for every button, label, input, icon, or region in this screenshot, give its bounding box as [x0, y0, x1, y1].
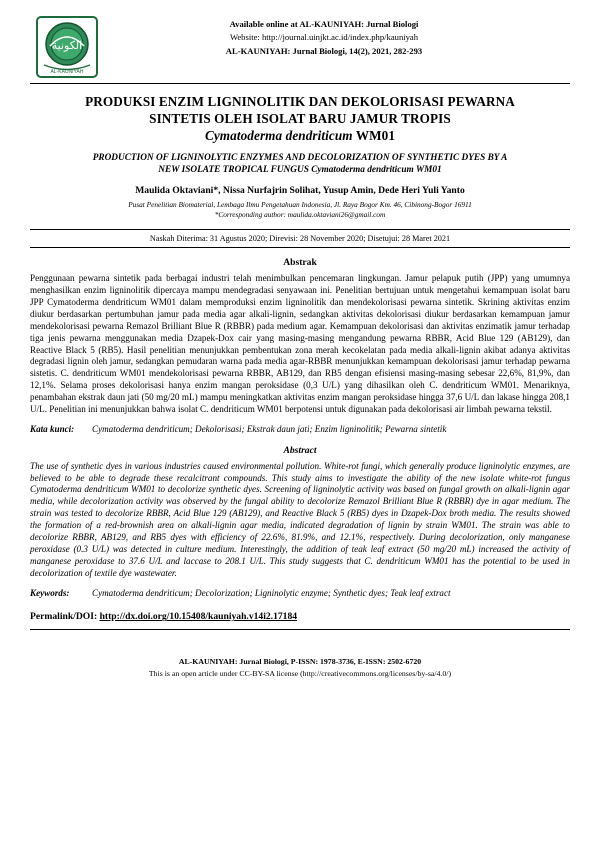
page-footer	[30, 656, 570, 680]
article-title-en-line-1: PRODUCTION OF LIGNINOLYTIC ENZYMES AND DECOLORIZATION OF SYNTHETIC DYES BY A	[92, 152, 508, 163]
article-title-en-line-2: NEW ISOLATE TROPICAL FUNGUS Cymatoderma dendriticum WM01	[158, 164, 442, 175]
abstract-heading-english: Abstract	[283, 444, 317, 456]
masthead-line-1: Available online at AL-KAUNIYAH: Jurnal Biologi	[229, 19, 419, 29]
svg-text:AL-KAUNIYAH: AL-KAUNIYAH	[50, 69, 84, 75]
corresponding-author-email[interactable]: *Corresponding author: maulida.oktaviani26@gmail.com	[214, 209, 386, 219]
article-title-english	[30, 152, 570, 176]
strain-code: WM01	[352, 127, 396, 143]
journal-logo-icon	[36, 16, 98, 78]
article-title-indonesian	[30, 94, 570, 145]
species-name-italic: Cymatoderma dendriticum	[204, 127, 353, 143]
abstract-heading-indonesian: Abstrak	[283, 257, 317, 269]
author-list: Maulida Oktaviani*, Nissa Nurfajrin Solihat, Yusup Amin, Dede Heri Yuli Yanto	[135, 184, 465, 196]
article-title-id-line-2: SINTETIS OLEH ISOLAT BARU JAMUR TROPIS	[149, 110, 451, 126]
footer-license-line[interactable]: This is an open article under CC-BY-SA license (http://creativecommons.org/licenses/by-sa/4.0/)	[148, 669, 452, 679]
keywords-text-indonesian: Cymatoderma dendriticum; Dekolorisasi; Ekstrak daun jati; Enzim ligninolitik; Pewarna sintetik	[92, 423, 447, 434]
abstract-text-indonesian: Penggunaan pewarna sintetik pada berbagai industri telah menimbulkan pencemaran lingkungan. Jamur pelapuk putih (JPP) yang umumnya menghasilkan enzim ligninolitik dipercaya mampu mendegradasi senyawaan ini. Penelitian bertujuan untuk mengetahui kemampuan isolat baru JPP Cymatoderma dendriticum WM01 dalam memproduksi enzim ligninolitik dan mendekolorisasi pewarna sintetik. Skrining aktivitas enzim diukur berdasarkan pertumbuhan jamur pada media agar alkali-lignin, sedangkan aktivitas dekolorisasi diukur berdasarkan kemampuan jamur mendekolorisasi pewarna Remazol Brilliant Blue R (RBBR) pada medium agar. Kemampuan dekolorisasi dan aktivitas enzimatik jamur terhadap tiga jenis pewarna menggunakan media Dzapek-Dox cair yang masing-masing mengandung pewarna RBBR, Acid Blue 129 (AB129), dan Reactive Black 5 (RB5). Hasil penelitian menunjukkan pembentukan zona merah kecokelatan pada media alkali-lignin akibat adanya aktivitas degradasi lignin oleh jamur, sedangkan pemudaran warna pada media agar-RBBR menunjukkan kemampuan dekolorisasi jamur terhadap pewarna sistetis. C. dendriticum WM01 mendekolorisasi pewarna RBBR, AB129, dan RB5 dengan efisiensi masing-masing sebesar 22,6%, 81,9%, dan 12,1%. Selama proses dekolorisasi hanya enzim mangan peroksidase (0,3 U/L) yang dihasilkan oleh C. dendriticum WM01. Menariknya, penambahan ekstrak daun jati (50 mg/20 mL) mampu meningkatkan aktivitas enzim mangan peroksidase hingga 37,6 U/L dan lakase hingga 208,1 U/L. Penelitian ini menunjukkan bahwa isolat C. dendriticum WM01 berpotensi untuk digunakan pada dekolorisasi air limbah pewarna tekstil.	[30, 273, 570, 414]
masthead	[30, 14, 570, 84]
permalink-label: Permalink/DOI:	[30, 611, 100, 623]
article-title-id-line-3	[30, 128, 570, 145]
masthead-text	[98, 14, 570, 58]
svg-text:الكونية: الكونية	[51, 39, 83, 52]
masthead-line-2[interactable]: Website: http://journal.uinjkt.ac.id/index.php/kauniyah	[229, 32, 419, 43]
masthead-line-3: AL-KAUNIYAH: Jurnal Biologi, 14(2), 2021, 282-293	[225, 45, 423, 56]
keywords-english	[30, 588, 570, 600]
affiliation: Pusat Penelitian Biomaterial, Lembaga Ilmu Pengetahuan Indonesia, Jl. Raya Bogor Km. 46, Cibinong-Bogor 16911	[128, 199, 472, 209]
abstract-text-english: The use of synthetic dyes in various industries caused environmental pollution. White-rot fungi, which generally produce ligninolytic enzymes, are believed to be able to degrade these recalcitrant compounds. This study aims to investigate the ability of the new isolate white-rot fungus Cymatoderma dendriticum WM01 to decolorize synthetic dyes. Screening of ligninolytic activity was based on fungal growth on alkali-lignin agar media, while decolorization activity was observed by the fungal ability to decolorize Remazol Brilliant Blue R (RBBR) dye in agar medium. The strain was tested to decolorize RBBR, Acid Blue 129 (AB129), and Reactive Black 5 (RB5) dyes in Dzapek-Dox broth media. The results showed the formation of a red-brownish area on alkali-lignin agar media, indicated degradation of lignin by strain WM01. The strain was able to decolorize RBBR, AB129, and RB5 dyes with efficiency of 22.6%, 81.9%, and 12.1%, respectively. During decolorization, only manganese peroxidase (0.3 U/L) was detected in culture medium. Interestingly, the addition of teak leaf extract (50 mg/20 mL) increased the activity of manganese peroxidase to 37.6 U/L and laccase to 208.1 U/L. This study suggests that C. dendriticum WM01 has the potential to be used in decolorization of textile dye wastewater.	[30, 460, 570, 578]
keywords-text-english: Cymatoderma dendriticum; Decolorization; Ligninolytic enzyme; Synthetic dyes; Teak leaf extract	[92, 587, 451, 598]
article-title-id-line-1: PRODUKSI ENZIM LIGNINOLITIK DAN DEKOLORISASI PEWARNA	[85, 94, 515, 109]
doi-link[interactable]: http://dx.doi.org/10.15408/kauniyah.v14i2.17184	[99, 611, 298, 623]
permalink-doi	[30, 611, 570, 630]
title-block	[30, 94, 570, 176]
keywords-label-english: Keywords:	[30, 587, 70, 598]
keywords-label-indonesian: Kata kunci:	[30, 423, 75, 434]
footer-issn-line: AL-KAUNIYAH: Jurnal Biologi, P-ISSN: 1978-3736, E-ISSN: 2502-6720	[178, 657, 422, 667]
submission-dates: Naskah Diterima: 31 Agustus 2020; Direvisi: 28 November 2020; Disetujui: 28 Maret 2021	[30, 229, 570, 248]
keywords-indonesian	[30, 424, 570, 436]
